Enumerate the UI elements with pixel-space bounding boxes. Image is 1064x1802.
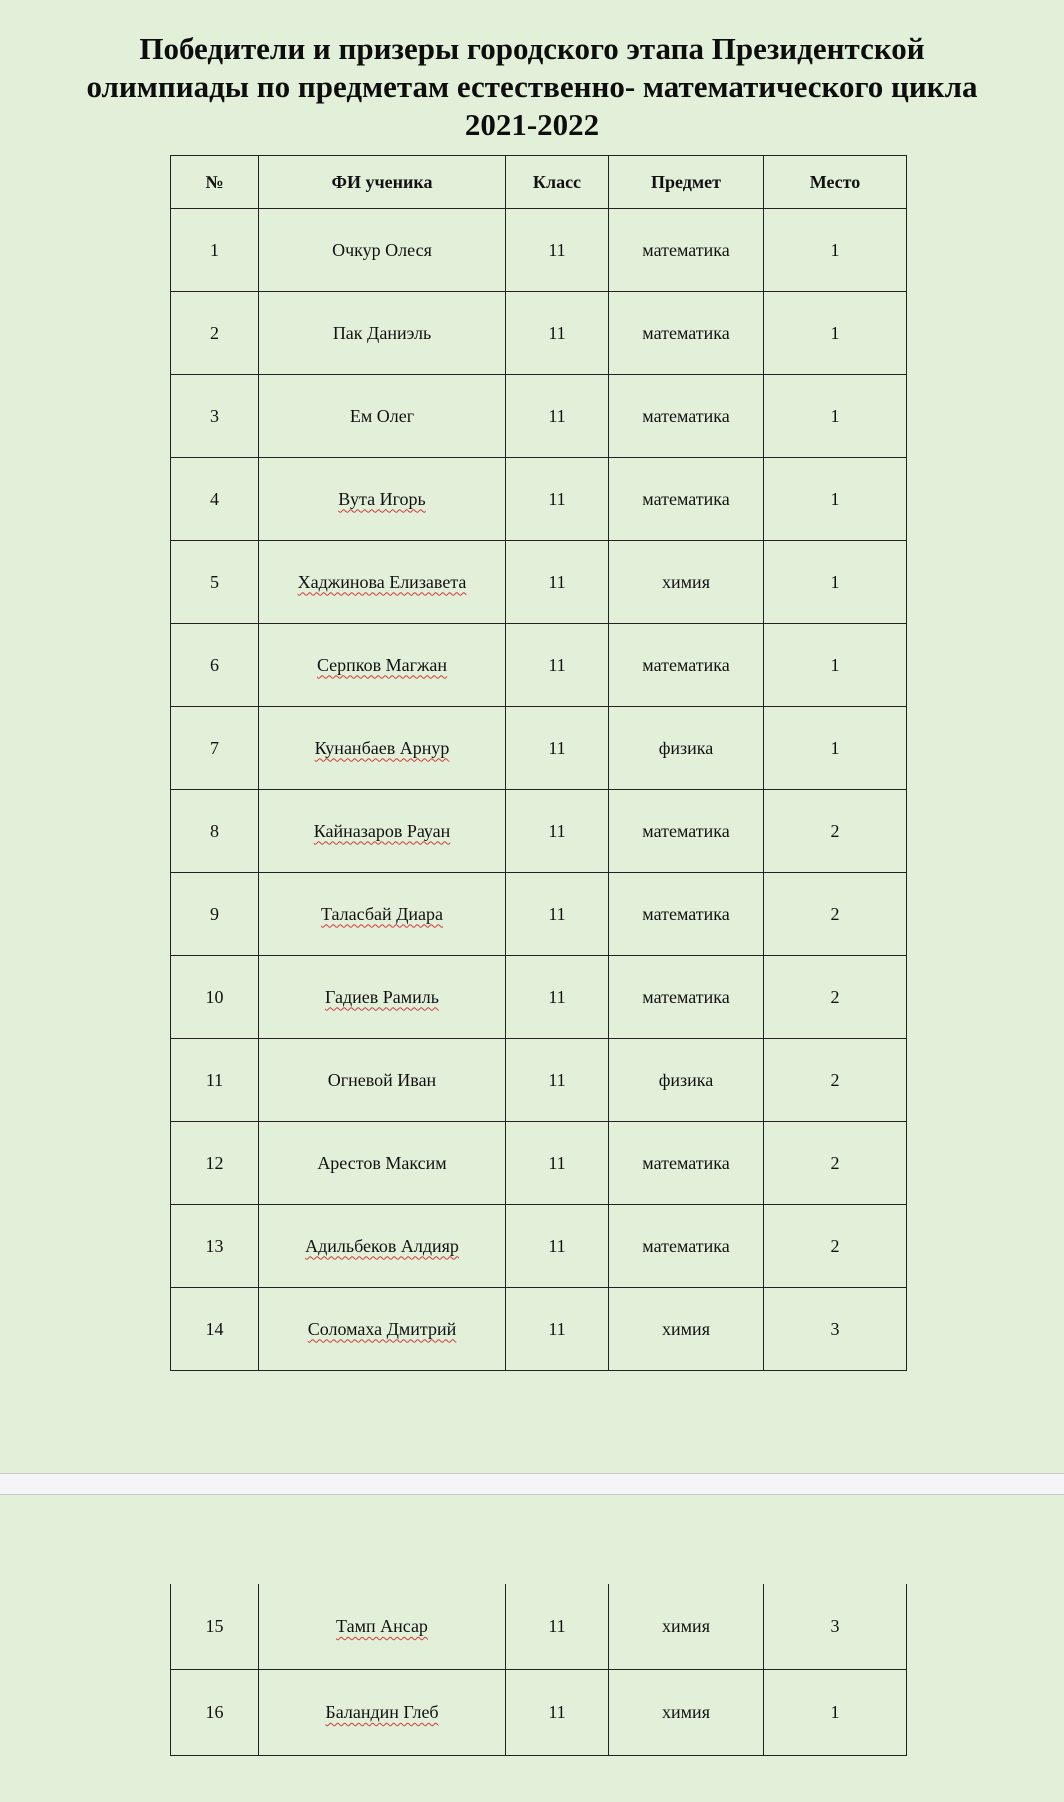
- student-name-text: Ем Олег: [349, 405, 415, 426]
- subject: математика: [609, 790, 764, 873]
- row-number: 5: [171, 541, 259, 624]
- student-name: [259, 1584, 506, 1670]
- table-row: [171, 1670, 907, 1756]
- place: 1: [764, 1670, 907, 1756]
- subject: физика: [609, 1039, 764, 1122]
- student-class: 11: [506, 1288, 609, 1371]
- student-class: 11: [506, 956, 609, 1039]
- row-number: 3: [171, 375, 259, 458]
- student-name: [259, 1205, 506, 1288]
- student-name-text: Серпков Магжан: [316, 654, 448, 675]
- student-name-text: Огневой Иван: [327, 1069, 437, 1090]
- subject: химия: [609, 1288, 764, 1371]
- row-number: 7: [171, 707, 259, 790]
- place: 1: [764, 292, 907, 375]
- place: 1: [764, 624, 907, 707]
- student-name-text: Очкур Олеся: [332, 239, 432, 260]
- table-row: [171, 1288, 907, 1371]
- header-class: Класс: [506, 156, 609, 209]
- title-line-1: Победители и призеры городского этапа Президентской: [139, 31, 925, 66]
- title-line-2: олимпиады по предметам естественно- математического цикла: [86, 69, 978, 104]
- row-number: 9: [171, 873, 259, 956]
- student-name-text: Соломаха Дмитрий: [307, 1318, 457, 1339]
- table-row: [171, 209, 907, 292]
- student-class: 11: [506, 873, 609, 956]
- student-class: 11: [506, 1670, 609, 1756]
- student-class: 11: [506, 1584, 609, 1670]
- row-number: 15: [171, 1584, 259, 1670]
- student-class: 11: [506, 707, 609, 790]
- page-separator: [0, 1473, 1064, 1495]
- student-name: [259, 1670, 506, 1756]
- table-row: [171, 624, 907, 707]
- table-header-row: [171, 156, 907, 209]
- student-class: 11: [506, 458, 609, 541]
- subject: математика: [609, 292, 764, 375]
- row-number: 2: [171, 292, 259, 375]
- student-name-text: Хаджинова Елизавета: [297, 571, 467, 592]
- student-class: 11: [506, 209, 609, 292]
- subject: химия: [609, 1584, 764, 1670]
- row-number: 8: [171, 790, 259, 873]
- row-number: 12: [171, 1122, 259, 1205]
- place: 1: [764, 541, 907, 624]
- table-row: [171, 292, 907, 375]
- subject: математика: [609, 956, 764, 1039]
- student-name: [259, 1039, 506, 1122]
- student-name-text: Таласбай Диара: [320, 903, 444, 924]
- winners-table-continued: [170, 1584, 907, 1756]
- place: 1: [764, 458, 907, 541]
- subject: математика: [609, 375, 764, 458]
- subject: химия: [609, 541, 764, 624]
- student-name: [259, 707, 506, 790]
- table-row: [171, 790, 907, 873]
- place: 3: [764, 1584, 907, 1670]
- student-name: [259, 624, 506, 707]
- header-number: №: [171, 156, 259, 209]
- student-name: [259, 790, 506, 873]
- student-name: [259, 209, 506, 292]
- student-class: 11: [506, 292, 609, 375]
- table-row: [171, 1122, 907, 1205]
- table-row: [171, 956, 907, 1039]
- row-number: 1: [171, 209, 259, 292]
- place: 1: [764, 707, 907, 790]
- place: 3: [764, 1288, 907, 1371]
- student-class: 11: [506, 1039, 609, 1122]
- header-subject: Предмет: [609, 156, 764, 209]
- subject: математика: [609, 873, 764, 956]
- subject: математика: [609, 209, 764, 292]
- row-number: 16: [171, 1670, 259, 1756]
- student-class: 11: [506, 1122, 609, 1205]
- place: 1: [764, 209, 907, 292]
- row-number: 11: [171, 1039, 259, 1122]
- table-row: [171, 458, 907, 541]
- table-row: [171, 873, 907, 956]
- row-number: 6: [171, 624, 259, 707]
- place: 1: [764, 375, 907, 458]
- student-name: [259, 1122, 506, 1205]
- student-name-text: Тамп Ансар: [336, 1616, 428, 1636]
- title-line-3: 2021-2022: [464, 107, 600, 142]
- student-name: [259, 956, 506, 1039]
- student-name-text: Гадиев Рамиль: [325, 986, 439, 1007]
- place: 2: [764, 1205, 907, 1288]
- place: 2: [764, 1122, 907, 1205]
- student-name-text: Кунанбаев Арнур: [314, 737, 450, 758]
- student-name-text: Вута Игорь: [338, 488, 426, 509]
- subject: физика: [609, 707, 764, 790]
- student-class: 11: [506, 624, 609, 707]
- row-number: 13: [171, 1205, 259, 1288]
- subject: математика: [609, 1122, 764, 1205]
- table-row: [171, 375, 907, 458]
- page-title: [40, 30, 1024, 144]
- student-name: [259, 292, 506, 375]
- student-class: 11: [506, 375, 609, 458]
- place: 2: [764, 790, 907, 873]
- student-name: [259, 873, 506, 956]
- winners-table: [170, 155, 907, 1371]
- table-row: [171, 541, 907, 624]
- row-number: 14: [171, 1288, 259, 1371]
- place: 2: [764, 956, 907, 1039]
- header-place: Место: [764, 156, 907, 209]
- student-class: 11: [506, 790, 609, 873]
- place: 2: [764, 1039, 907, 1122]
- student-name: [259, 375, 506, 458]
- place: 2: [764, 873, 907, 956]
- table-row: [171, 1039, 907, 1122]
- subject: математика: [609, 624, 764, 707]
- student-name: [259, 458, 506, 541]
- table-row: [171, 1205, 907, 1288]
- student-name-text: Баландин Глеб: [325, 1702, 439, 1722]
- student-name-text: Арестов Максим: [317, 1152, 447, 1173]
- student-name-text: Адильбеков Алдияр: [305, 1235, 459, 1256]
- student-class: 11: [506, 1205, 609, 1288]
- subject: математика: [609, 458, 764, 541]
- student-name: [259, 1288, 506, 1371]
- student-name: [259, 541, 506, 624]
- subject: математика: [609, 1205, 764, 1288]
- table-row: [171, 707, 907, 790]
- header-student-name: ФИ ученика: [259, 156, 506, 209]
- row-number: 10: [171, 956, 259, 1039]
- row-number: 4: [171, 458, 259, 541]
- table-row: [171, 1584, 907, 1670]
- student-class: 11: [506, 541, 609, 624]
- student-name-text: Кайназаров Рауан: [313, 820, 451, 841]
- student-name-text: Пак Даниэль: [332, 322, 432, 343]
- subject: химия: [609, 1670, 764, 1756]
